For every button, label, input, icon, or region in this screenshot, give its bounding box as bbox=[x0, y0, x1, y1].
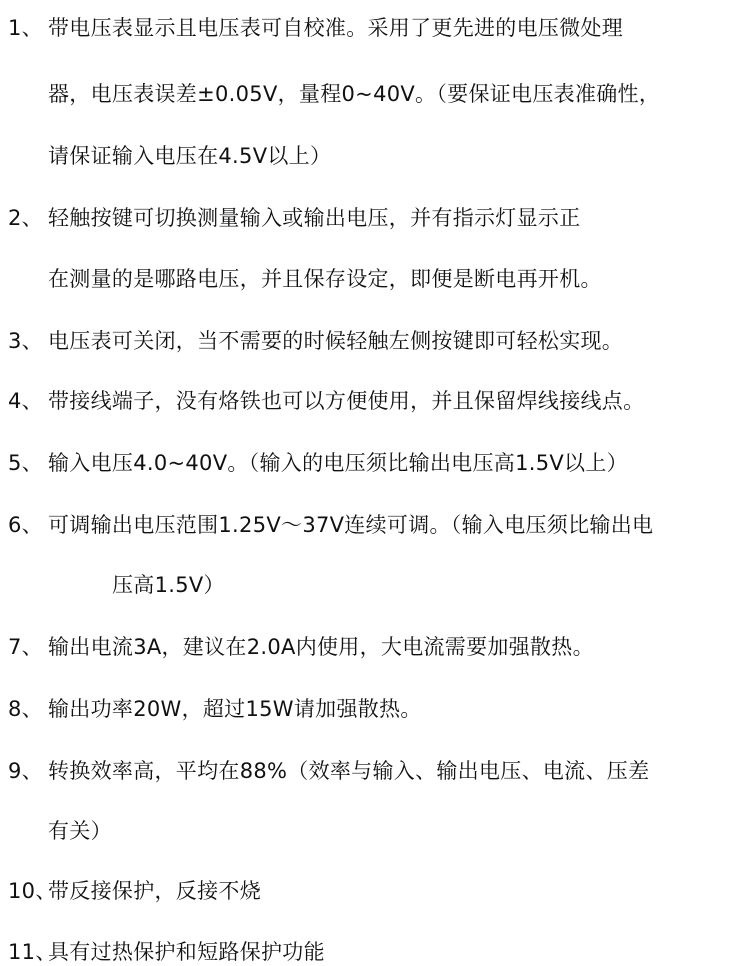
item-text: 压高1.5V） bbox=[112, 573, 225, 597]
item-text: 可调输出电压范围1.25V～37V连续可调。（输入电压须比输出电 bbox=[48, 513, 654, 537]
item-text: 电压表可关闭，当不需要的时候轻触左侧按键即可轻松实现。 bbox=[48, 329, 624, 353]
item-number: 3、 bbox=[8, 329, 43, 353]
item-text: 器，电压表误差±0.05V，量程0~40V。（要保证电压表准确性， bbox=[48, 82, 661, 106]
item-number: 11、 bbox=[8, 940, 57, 964]
item-text: 转换效率高，平均在88%（效率与输入、输出电压、电流、压差 bbox=[48, 759, 650, 783]
item-number: 5、 bbox=[8, 451, 43, 475]
item-text: 带电压表显示且电压表可自校准。采用了更先进的电压微处理 bbox=[48, 16, 624, 40]
item-text: 输出功率20W，超过15W请加强散热。 bbox=[48, 697, 422, 721]
item-number: 9、 bbox=[8, 759, 43, 783]
item-text: 带反接保护，反接不烧 bbox=[48, 879, 261, 903]
item-number: 4、 bbox=[8, 389, 43, 413]
item-text: 具有过热保护和短路保护功能 bbox=[48, 940, 325, 964]
item-text: 带接线端子，没有烙铁也可以方便使用，并且保留焊线接线点。 bbox=[48, 389, 645, 413]
item-text: 有关） bbox=[48, 819, 112, 843]
item-number: 8、 bbox=[8, 697, 43, 721]
item-text: 输出电流3A，建议在2.0A内使用，大电流需要加强散热。 bbox=[48, 635, 594, 659]
item-text: 在测量的是哪路电压，并且保存设定，即便是断电再开机。 bbox=[48, 267, 602, 291]
item-number: 2、 bbox=[8, 206, 43, 230]
item-text: 轻触按键可切换测量输入或输出电压，并有指示灯显示正 bbox=[48, 206, 581, 230]
item-number: 7、 bbox=[8, 635, 43, 659]
item-text: 输入电压4.0~40V。（输入的电压须比输出电压高1.5V以上） bbox=[48, 451, 628, 475]
item-number: 1、 bbox=[8, 16, 43, 40]
item-text: 请保证输入电压在4.5V以上） bbox=[48, 144, 332, 168]
item-number: 10、 bbox=[8, 879, 57, 903]
item-number: 6、 bbox=[8, 513, 43, 537]
